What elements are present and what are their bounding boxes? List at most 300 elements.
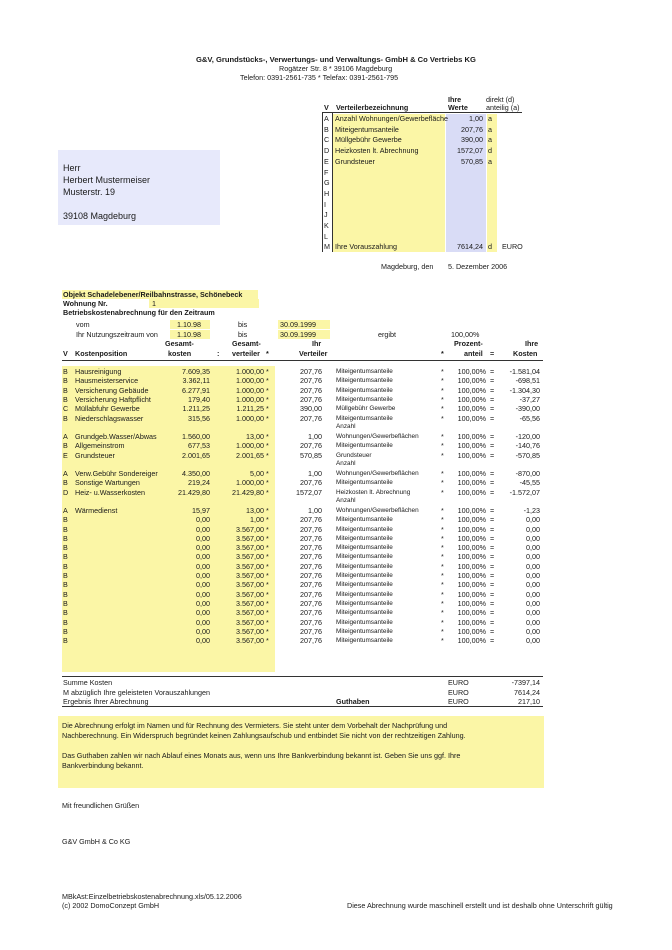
key-col-values-l2: Werte — [448, 103, 468, 112]
cost-row-percent: 100,00% — [457, 524, 486, 534]
recipient-name: Herbert Mustermeiser — [63, 175, 151, 185]
cost-row-key: Miteigentumsanteile — [336, 516, 393, 524]
cost-row-ihr: 207,76 — [300, 552, 322, 562]
cost-row-eq: = — [490, 478, 495, 488]
cost-row-verteiler: 1.000,00 — [236, 394, 264, 404]
cost-row-key: Miteigentumsanteile — [336, 553, 393, 561]
cost-row-v: B — [63, 561, 68, 571]
key-row-letter: M — [324, 242, 330, 252]
cost-row-star2: * — [441, 580, 444, 590]
cost-row-kosten: 0,00 — [526, 626, 540, 636]
cost-row-verteiler: 3.567,00 — [236, 598, 264, 608]
cost-row-kosten: -570,85 — [515, 450, 540, 460]
cost-row-ihr: 207,76 — [300, 598, 322, 608]
cost-row — [0, 395, 672, 404]
cost-row-star: * — [266, 505, 269, 515]
cost-row-verteiler: 3.567,00 — [236, 571, 264, 580]
key-col-v: V — [324, 103, 329, 112]
cost-row-ihr: 207,76 — [300, 367, 322, 376]
cost-row-key: Miteigentumsanteile — [336, 562, 393, 570]
cost-row — [0, 543, 672, 552]
cost-row-gesamt: 0,00 — [196, 589, 210, 599]
cost-row-eq: = — [490, 524, 495, 534]
col-proz-l2: anteil — [464, 349, 483, 358]
cost-row — [0, 376, 672, 385]
cost-row-gesamt: 677,53 — [188, 441, 210, 451]
cost-row-kosten: -698,51 — [515, 376, 540, 386]
key-row-letter: G — [324, 178, 330, 188]
company-phone: Telefon: 0391-2561-735 * Telefax: 0391-2561-795 — [240, 73, 399, 82]
cost-row-percent: 100,00% — [457, 394, 486, 404]
cost-row-verteiler: 13,00 — [246, 431, 264, 441]
cost-row — [0, 414, 672, 423]
cost-row-star2: * — [441, 478, 444, 488]
cost-row-star2: * — [441, 431, 444, 441]
cost-row-v: A — [63, 505, 68, 515]
cost-row-gesamt: 0,00 — [196, 552, 210, 562]
cost-row-kosten: 0,00 — [526, 524, 540, 534]
cost-row-kosten: 0,00 — [526, 561, 540, 571]
cost-row-key: Miteigentumsanteile — [336, 377, 393, 385]
col-kost-l1: Ihre — [525, 339, 539, 348]
cost-row-kosten: 0,00 — [526, 571, 540, 580]
cost-row-ihr: 207,76 — [300, 385, 322, 395]
cost-row-gesamt: 7.609,35 — [182, 367, 210, 376]
cost-row-star2: * — [441, 608, 444, 618]
cost-row-key: Miteigentumsanteile — [336, 572, 393, 579]
cost-row-pos: Grundgeb.Wasser/Abwas — [75, 431, 157, 441]
cost-row-eq: = — [490, 617, 495, 627]
cost-row-eq: = — [490, 580, 495, 590]
cost-row-star: * — [266, 543, 269, 553]
period-title: Betriebskostenabrechnung für den Zeitraum — [63, 308, 215, 317]
cost-row-v: C — [63, 404, 69, 414]
recipient-city: 39108 Magdeburg — [63, 211, 137, 221]
total-label: Summe Kosten — [63, 678, 113, 687]
cost-row-ihr: 1,00 — [308, 505, 322, 515]
cost-row-kosten: -45,55 — [519, 478, 540, 488]
date-value: 5. Dezember 2006 — [448, 262, 508, 271]
cost-row-star2: * — [441, 385, 444, 395]
cost-row-pos: Müllabfuhr Gewerbe — [75, 404, 140, 414]
cost-row-pos: Niederschlagswasser — [75, 413, 144, 423]
cost-row-verteiler: 2.001,65 — [236, 450, 264, 460]
cost-row-key: Miteigentumsanteile — [336, 368, 393, 375]
cost-row-v: B — [63, 626, 68, 636]
cost-row-eq: = — [490, 394, 495, 404]
unit-value: 1 — [152, 299, 156, 308]
cost-row-pos: Grundsteuer — [75, 450, 115, 460]
cost-row-percent: 100,00% — [457, 450, 486, 460]
cost-row-v: B — [63, 589, 68, 599]
cost-row-ihr: 390,00 — [300, 404, 322, 414]
cost-row-v: B — [63, 552, 68, 562]
col-gesamt-colon: : — [217, 349, 220, 358]
cost-row — [0, 367, 672, 376]
cost-row-star: * — [266, 394, 269, 404]
key-row-unit: EURO — [502, 242, 523, 252]
cost-row-star2: * — [441, 561, 444, 571]
vom-label: vom — [76, 320, 90, 329]
total-label: M abzüglich Ihre geleisteten Vorauszahlungen — [63, 687, 211, 697]
key-col-direct-l1: direkt (d) — [486, 95, 515, 104]
cost-row — [0, 506, 672, 515]
key-row-letter: J — [324, 210, 328, 220]
key-row-value: 390,00 — [461, 135, 483, 145]
cost-row-star2: * — [441, 376, 444, 386]
key-row-value: 207,76 — [461, 124, 483, 134]
cost-row-verteiler: 13,00 — [246, 505, 264, 515]
cost-row-eq: = — [490, 404, 495, 414]
key-row-flag: a — [488, 135, 492, 145]
cost-row-verteiler: 3.567,00 — [236, 617, 264, 627]
note-2-line-2: Bankverbindung bekannt. — [62, 761, 144, 770]
cost-row-kosten: 0,00 — [526, 636, 540, 646]
cost-row-verteiler: 3.567,00 — [236, 561, 264, 571]
cost-row-percent: 100,00% — [457, 478, 486, 488]
object-title: Objekt Schadelebener/Reilbahnstrasse, Schönebeck — [63, 290, 243, 299]
cost-row-ihr: 207,76 — [300, 589, 322, 599]
cost-row-star: * — [266, 441, 269, 451]
cost-row-verteiler: 1.000,00 — [236, 441, 264, 451]
company-address: Rogätzer Str. 8 * 39106 Magdeburg — [279, 64, 393, 73]
col-vert-star: * — [266, 349, 269, 358]
cost-row-star: * — [266, 524, 269, 534]
col-ihr-l2: Verteiler — [299, 349, 328, 358]
cost-row-gesamt: 4.350,00 — [182, 468, 210, 478]
cost-row-v: A — [63, 468, 68, 478]
cost-row-key: Miteigentumsanteile — [336, 627, 393, 635]
cost-row — [0, 562, 672, 571]
cost-row-kosten: -37,27 — [519, 394, 540, 404]
cost-row-percent: 100,00% — [457, 543, 486, 553]
cost-row-gesamt: 6.277,91 — [182, 385, 210, 395]
cost-row-gesamt: 0,00 — [196, 543, 210, 553]
col-v: V — [63, 349, 68, 358]
key-row-flag: d — [488, 146, 492, 156]
key-row-letter: K — [324, 221, 329, 230]
closing-greeting: Mit freundlichen Grüßen — [62, 801, 140, 810]
cost-row-eq: = — [490, 367, 495, 376]
cost-row-star2: * — [441, 552, 444, 562]
cost-row-kosten: 0,00 — [526, 533, 540, 543]
cost-row-v: B — [63, 533, 68, 543]
cost-row-gesamt: 0,00 — [196, 636, 210, 646]
nutz-bis-label: bis — [238, 330, 248, 339]
cost-row — [0, 478, 672, 487]
cost-row-star: * — [266, 367, 269, 376]
cost-row-eq: = — [490, 571, 495, 580]
cost-row-gesamt: 179,40 — [188, 394, 210, 404]
col-gesamt-l2: kosten — [168, 349, 192, 358]
cost-row-verteiler: 1.000,00 — [236, 478, 264, 488]
cost-row-star: * — [266, 515, 269, 525]
key-row-letter: F — [324, 167, 329, 177]
cost-row-star: * — [266, 589, 269, 599]
note-1-line-1: Die Abrechnung erfolgt im Namen und für Rechnung des Vermieters. Sie steht unter dem Vorbehalt der Nachprüfung und — [62, 721, 448, 730]
cost-row-star: * — [266, 598, 269, 608]
cost-row-key: Grundsteuer — [336, 451, 372, 459]
cost-row-ihr: 1572,07 — [296, 487, 322, 497]
cost-row-star: * — [266, 487, 269, 497]
cost-row-verteiler: 3.567,00 — [236, 608, 264, 618]
cost-row-pos: Wärmedienst — [75, 505, 118, 515]
cost-row-key: Miteigentumsanteile — [336, 442, 393, 450]
key-row-flag: a — [488, 114, 492, 123]
recipient-street: Musterstr. 19 — [63, 187, 116, 197]
note-2-line-1: Das Guthaben zahlen wir nach Ablauf eines Monats aus, wenn uns Ihre Bankverbindung bekannt ist. Geben Sie uns ggf. Ihre — [62, 751, 461, 760]
key-row-label: Müllgebühr Gewerbe — [335, 135, 402, 145]
cost-row-v: B — [63, 441, 68, 451]
col-gesamt-l1: Gesamt- — [165, 339, 194, 348]
cost-row-star2: * — [441, 636, 444, 646]
cost-row-star2: * — [441, 589, 444, 599]
cost-row-star2: * — [441, 367, 444, 376]
cost-row-kosten: -120,00 — [515, 431, 540, 441]
cost-row-eq: = — [490, 533, 495, 543]
cost-row — [0, 590, 672, 599]
cost-row-v: D — [63, 487, 69, 497]
cost-row-key: Wohnungen/Gewerbeflächen — [336, 469, 419, 477]
cost-row-kosten: 0,00 — [526, 552, 540, 562]
cost-row-eq: = — [490, 376, 495, 386]
nutz-label: Ihr Nutzungszeitraum von — [76, 330, 158, 339]
cost-row-v: B — [63, 367, 68, 376]
cost-row-key: Miteigentumsanteile — [336, 618, 393, 626]
col-ihr-l1: Ihr — [312, 339, 322, 348]
key-row-letter: B — [324, 124, 329, 134]
cost-row-percent: 100,00% — [457, 571, 486, 580]
cost-row-verteiler: 21.429,80 — [232, 487, 264, 497]
cost-row-key: Müllgebühr Gewerbe — [336, 405, 396, 413]
cost-row-star2: * — [441, 515, 444, 525]
cost-row-percent: 100,00% — [457, 561, 486, 571]
cost-row-star2: * — [441, 543, 444, 553]
cost-row-gesamt: 0,00 — [196, 580, 210, 590]
cost-row-eq: = — [490, 385, 495, 395]
cost-row-percent: 100,00% — [457, 598, 486, 608]
footer-machine-note: Diese Abrechnung wurde maschinell erstellt und ist deshalb ohne Unterschrift gültig — [347, 901, 613, 910]
cost-row-pos: Versicherung Gebäude — [75, 385, 149, 395]
cost-row-extra: Anzahl — [336, 496, 356, 504]
cost-row-pos: Allgemeinstrom — [75, 441, 125, 451]
key-row-letter: I — [324, 199, 326, 209]
cost-row-kosten: 0,00 — [526, 543, 540, 553]
cost-row-star2: * — [441, 394, 444, 404]
totals-rule-bottom — [62, 706, 543, 707]
cost-row-gesamt: 1.211,25 — [182, 404, 210, 414]
cost-row-star2: * — [441, 505, 444, 515]
cost-row-pos: Verw.Gebühr Sondereiger — [75, 468, 158, 478]
cost-row-percent: 100,00% — [457, 505, 486, 515]
cost-row-gesamt: 1.560,00 — [182, 431, 210, 441]
cost-row-ihr: 207,76 — [300, 376, 322, 386]
cost-row-percent: 100,00% — [457, 376, 486, 386]
cost-row-kosten: -870,00 — [515, 468, 540, 478]
cost-row-pos: Hausmeisterservice — [75, 376, 139, 386]
cost-row-percent: 100,00% — [457, 617, 486, 627]
key-row-flag: a — [488, 156, 492, 166]
total-unit: EURO — [448, 697, 469, 706]
cost-row-star: * — [266, 626, 269, 636]
cost-row-ihr: 207,76 — [300, 543, 322, 553]
cost-row-star2: * — [441, 617, 444, 627]
cost-row-eq: = — [490, 468, 495, 478]
cost-row-pos: Heiz- u.Wasserkosten — [75, 487, 146, 497]
key-col-label: Verteilerbezeichnung — [336, 103, 409, 112]
cost-row-pos: Sonstige Wartungen — [75, 478, 140, 488]
key-row-letter: L — [324, 231, 328, 241]
key-table-sep — [332, 113, 333, 252]
cost-row-star2: * — [441, 524, 444, 534]
cost-row-ihr: 207,76 — [300, 617, 322, 627]
cost-row-gesamt: 0,00 — [196, 533, 210, 543]
cost-row-star: * — [266, 636, 269, 646]
cost-header-rule — [62, 360, 543, 361]
cost-row-verteiler: 5,00 — [250, 468, 264, 478]
cost-row-eq: = — [490, 598, 495, 608]
cost-row-key: Wohnungen/Gewerbeflächen — [336, 432, 419, 440]
cost-row-gesamt: 2.001,65 — [182, 450, 210, 460]
cost-row-key: Miteigentumsanteile — [336, 590, 393, 598]
date-place: Magdeburg, den — [381, 262, 434, 271]
cost-row-eq: = — [490, 608, 495, 618]
key-row-label: Anzahl Wohnungen/Gewerbefläche — [335, 114, 448, 123]
key-row-value: 1572,07 — [457, 146, 483, 156]
cost-row-star: * — [266, 413, 269, 423]
cost-row-gesamt: 0,00 — [196, 626, 210, 636]
cost-row-star: * — [266, 571, 269, 580]
cost-row-star2: * — [441, 404, 444, 414]
cost-row-verteiler: 3.567,00 — [236, 533, 264, 543]
cost-row-extra: Anzahl — [336, 422, 356, 430]
total-value: -7397,14 — [511, 678, 540, 687]
cost-row-verteiler: 3.567,00 — [236, 580, 264, 590]
cost-row-eq: = — [490, 552, 495, 562]
cost-row-star: * — [266, 533, 269, 543]
cost-row-percent: 100,00% — [457, 487, 486, 497]
key-header-rule — [322, 112, 522, 113]
cost-row-ihr: 207,76 — [300, 636, 322, 646]
key-row-label: Miteigentumsanteile — [335, 124, 399, 134]
key-col-direct-l2: anteilig (a) — [486, 103, 520, 112]
cost-row-verteiler: 1,00 — [250, 515, 264, 525]
cost-row-gesamt: 21.429,80 — [178, 487, 210, 497]
cost-row — [0, 608, 672, 617]
cost-row-v: B — [63, 376, 68, 386]
total-value: 217,10 — [518, 697, 540, 706]
key-row-letter: D — [324, 146, 330, 156]
cost-row — [0, 552, 672, 561]
footer-copyright: (c) 2002 DomoConzept GmbH — [62, 901, 160, 910]
cost-row-kosten: 0,00 — [526, 580, 540, 590]
cost-row-v: B — [63, 413, 68, 423]
cost-row-percent: 100,00% — [457, 404, 486, 414]
cost-row-gesamt: 315,56 — [188, 413, 210, 423]
cost-row — [0, 636, 672, 645]
col-proz-l1: Prozent- — [454, 339, 483, 348]
cost-row-verteiler: 3.567,00 — [236, 524, 264, 534]
cost-row-star: * — [266, 478, 269, 488]
col-vert-l1: Gesamt- — [232, 339, 261, 348]
footer-file: MBkAst:Einzelbetriebskostenabrechnung.xls/05.12.2006 — [62, 892, 242, 901]
cost-row-ihr: 207,76 — [300, 580, 322, 590]
cost-row — [0, 515, 672, 524]
company-name: G&V, Grundstücks-, Verwertungs- und Verwaltungs- GmbH & Co Vertriebs KG — [196, 55, 476, 64]
cost-row-kosten: 0,00 — [526, 608, 540, 618]
total-label: Ergebnis Ihrer Abrechnung — [63, 697, 149, 706]
cost-row-verteiler: 3.567,00 — [236, 589, 264, 599]
cost-row-ihr: 207,76 — [300, 515, 322, 525]
cost-row-verteiler: 1.000,00 — [236, 385, 264, 395]
cost-row-kosten: -1.581,04 — [509, 367, 540, 376]
cost-row-kosten: -1.572,07 — [509, 487, 540, 497]
cost-row-kosten: -1,23 — [523, 505, 540, 515]
cost-row-star: * — [266, 552, 269, 562]
cost-row — [0, 580, 672, 589]
cost-row-star: * — [266, 468, 269, 478]
cost-row-star: * — [266, 385, 269, 395]
col-vert-l2: verteiler — [232, 349, 260, 358]
cost-row-key: Miteigentumsanteile — [336, 637, 393, 645]
cost-row-eq: = — [490, 543, 495, 553]
key-row-flag: d — [488, 242, 492, 252]
cost-row-gesamt: 15,97 — [192, 505, 210, 515]
cost-row-percent: 100,00% — [457, 385, 486, 395]
cost-row-gesamt: 0,00 — [196, 524, 210, 534]
cost-row-verteiler: 3.567,00 — [236, 636, 264, 646]
cost-row-key: Miteigentumsanteile — [336, 386, 393, 394]
totals-rule-top — [62, 676, 543, 677]
cost-row-eq: = — [490, 626, 495, 636]
key-row-value: 1,00 — [469, 114, 483, 123]
nutz-bis-value: 30.09.1999 — [280, 330, 316, 339]
cost-row-v: B — [63, 598, 68, 608]
cost-row-verteiler: 1.000,00 — [236, 413, 264, 423]
cost-row-percent: 100,00% — [457, 533, 486, 543]
cost-row-v: B — [63, 571, 68, 580]
cost-row-key: Miteigentumsanteile — [336, 525, 393, 533]
cost-row-percent: 100,00% — [457, 441, 486, 451]
cost-row-ihr: 207,76 — [300, 608, 322, 618]
cost-row — [0, 534, 672, 543]
cost-row-star2: * — [441, 413, 444, 423]
cost-row-pos: Hausreinigung — [75, 367, 122, 376]
cost-row-gesamt: 0,00 — [196, 561, 210, 571]
cost-row-v: B — [63, 543, 68, 553]
cost-row — [0, 571, 672, 580]
cost-row-verteiler: 3.567,00 — [236, 543, 264, 553]
cost-row-kosten: -390,00 — [515, 404, 540, 414]
cost-row-v: B — [63, 608, 68, 618]
cost-row — [0, 451, 672, 460]
cost-row-kosten: -1.304,30 — [509, 385, 540, 395]
cost-row-percent: 100,00% — [457, 636, 486, 646]
cost-row-ihr: 1,00 — [308, 468, 322, 478]
cost-row-verteiler: 1.000,00 — [236, 367, 264, 376]
cost-row-key: Heizkosten lt. Abrechnung — [336, 488, 411, 496]
cost-row-ihr: 1,00 — [308, 431, 322, 441]
cost-row-ihr: 207,76 — [300, 524, 322, 534]
cost-row-key: Miteigentumsanteile — [336, 599, 393, 607]
cost-row-eq: = — [490, 487, 495, 497]
cost-row-eq: = — [490, 636, 495, 646]
unit-label: Wohnung Nr. — [63, 299, 108, 308]
cost-row-v: B — [63, 617, 68, 627]
cost-row — [0, 488, 672, 497]
col-star: * — [441, 349, 444, 358]
cost-row-v: A — [63, 431, 68, 441]
